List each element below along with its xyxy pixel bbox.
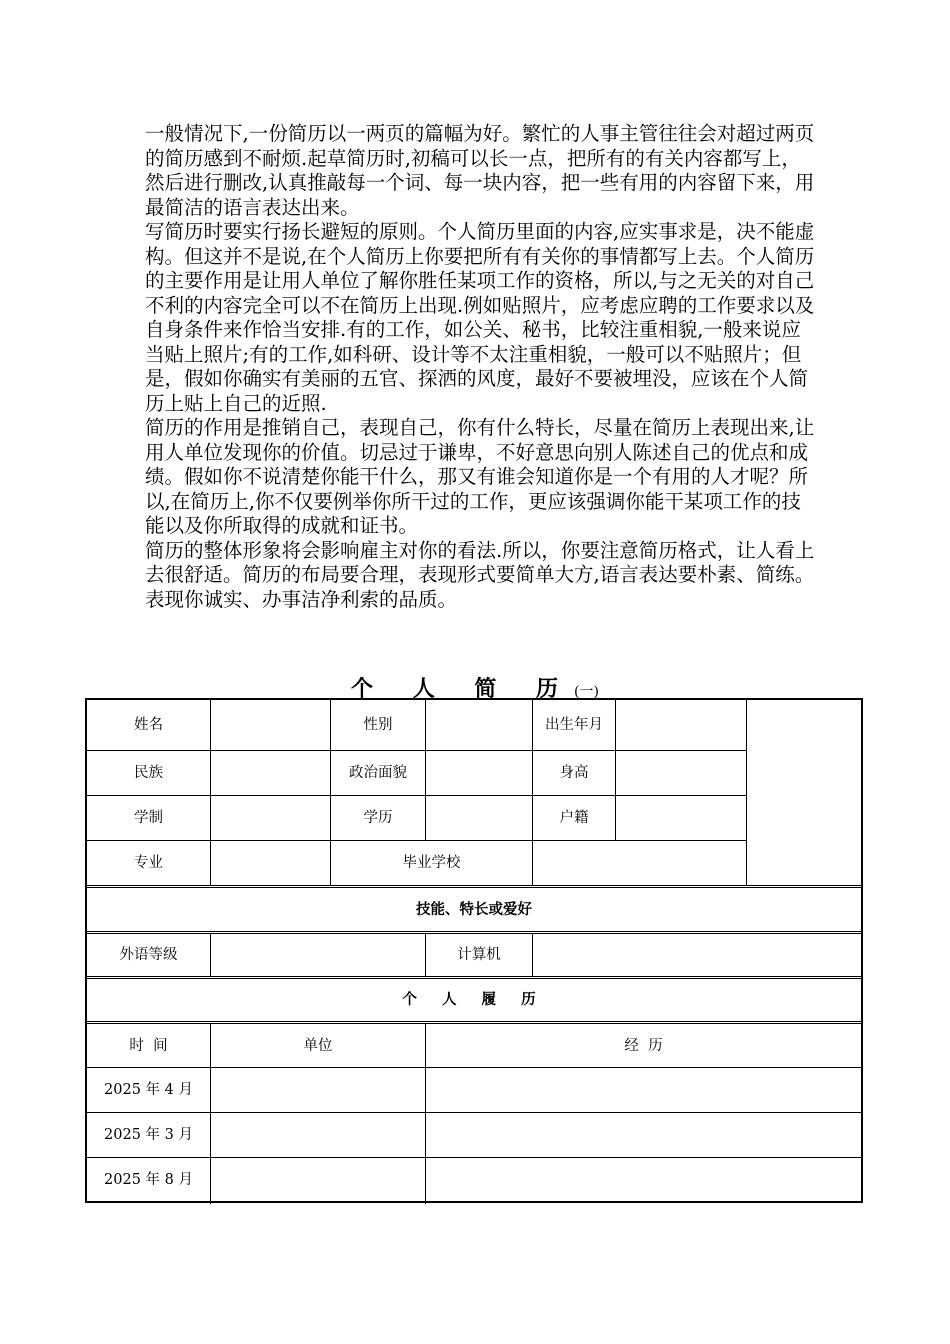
label-ethnicity: 民族 [134, 765, 163, 781]
intro-text [145, 122, 815, 612]
history-row-unit[interactable] [211, 1113, 425, 1157]
history-row-experience[interactable] [426, 1158, 861, 1201]
history-row-experience[interactable] [426, 1068, 861, 1112]
hukou-field[interactable] [616, 796, 746, 840]
computer-field[interactable] [533, 934, 861, 976]
intro-paragraph-3: 简历的作用是推销自己，表现自己，你有什么特长，尽量在简历上表现出来,让用人单位发现你的价值。切忌过于谦卑，不好意思向别人陈述自己的优点和成绩。假如你不说清楚你能干什么，那又有谁会知道你是一个有用的人才呢？所以,在简历上,你不仅要例举你所干过的工作，更应该强调你能干某项工作的技能以及你所取得的成就和证书。 [145, 416, 815, 537]
political-field[interactable] [426, 751, 532, 795]
name-field[interactable] [211, 700, 330, 750]
major-field[interactable] [211, 841, 330, 885]
education-field[interactable] [426, 796, 532, 840]
history-row-experience[interactable] [426, 1113, 861, 1157]
photo-area[interactable] [747, 700, 861, 886]
label-name: 姓名 [134, 717, 163, 733]
school-field[interactable] [533, 841, 746, 885]
language-field[interactable] [211, 934, 425, 976]
label-school: 毕业学校 [402, 855, 461, 871]
gender-field[interactable] [426, 700, 532, 750]
label-hukou: 户籍 [559, 810, 589, 826]
section-divider [87, 885, 861, 888]
label-language: 外语等级 [119, 947, 178, 963]
column-header-unit: 单位 [303, 1037, 333, 1054]
schooling-field[interactable] [211, 796, 330, 840]
label-computer: 计算机 [457, 947, 501, 963]
label-gender: 性别 [363, 717, 393, 733]
resume-form [85, 698, 863, 1203]
history-row-time: 2025 年 8 月 [104, 1171, 193, 1188]
history-section-header: 个 人 履 历 [402, 992, 546, 1008]
label-birth: 出生年月 [545, 717, 603, 733]
label-schooling: 学制 [134, 810, 163, 826]
height-field[interactable] [616, 751, 746, 795]
label-political: 政治面貌 [349, 765, 407, 781]
intro-paragraph-2: 写简历时要实行扬长避短的原则。个人简历里面的内容,应实事求是，决不能虚构。但这并不是说,在个人简历上你要把所有有关你的事情都写上去。个人简历的主要作用是让用人单位了解你胜任某项工作的资格，所以,与之无关的对自己不利的内容完全可以不在简历上出现.例如贴照片，应考虑应聘的工作要求以及自身条件来作恰当安排.有的工作，如公关、秘书，比较注重相貌,一般来说应当贴上照片;有的工作,如科研、设计等不太注重相貌，一般可以不贴照片；但是，假如你确实有美丽的五官、探洒的风度，最好不要被埋没，应该在个人简历上贴上自己的近照. [145, 220, 815, 415]
label-height: 身高 [559, 765, 589, 781]
resume-title-main: 个 人 简 历 [351, 676, 575, 702]
resume-title-suffix: (一) [574, 684, 599, 700]
ethnicity-field[interactable] [211, 751, 330, 795]
column-header-time: 时 间 [129, 1037, 168, 1054]
intro-paragraph-1: 一般情况下,一份简历以一两页的篇幅为好。繁忙的人事主管往往会对超过两页的简历感到不耐烦.起草简历时,初稿可以长一点，把所有的有关内容都写上，然后进行删改,认真推敲每一个词、每一块内容，把一些有用的内容留下来，用最简洁的语言表达出来。 [145, 122, 815, 219]
history-row-time: 2025 年 3 月 [104, 1127, 193, 1143]
birth-field[interactable] [616, 700, 746, 750]
history-row-unit[interactable] [211, 1158, 425, 1201]
label-education: 学历 [363, 810, 393, 826]
history-row-time: 2025 年 4 月 [104, 1082, 193, 1098]
intro-paragraph-4: 简历的整体形象将会影响雇主对你的看法.所以，你要注意简历格式，让人看上去很舒适。简历的布局要合理，表现形式要简单大方,语言表达要朴素、简练。表现你诚实、办事洁净利索的品质。 [145, 538, 815, 611]
history-row-unit[interactable] [211, 1068, 425, 1112]
skills-section-header: 技能、特长或爱好 [416, 902, 532, 918]
column-header-experience: 经 历 [624, 1037, 663, 1054]
label-major: 专业 [134, 855, 163, 871]
